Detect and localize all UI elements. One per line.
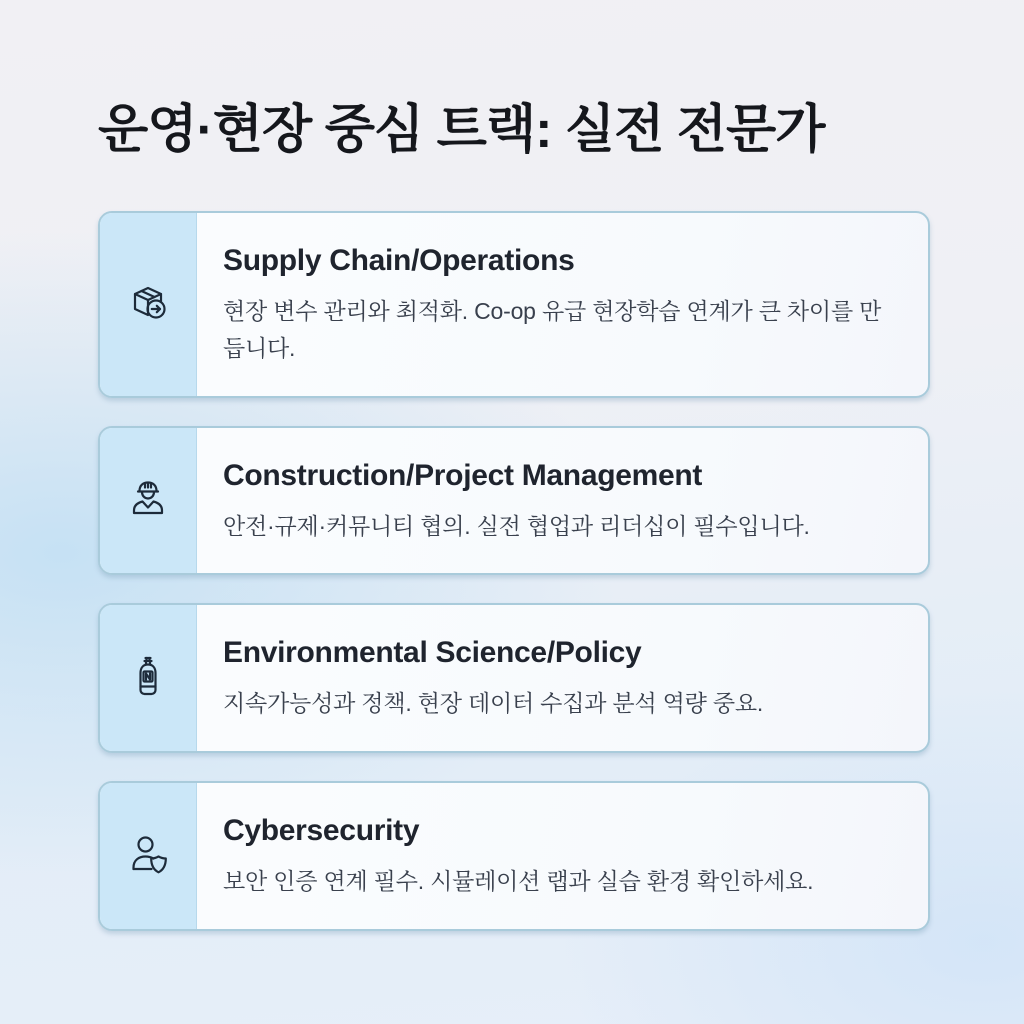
card-content (197, 783, 928, 929)
card-content (197, 428, 928, 574)
card-environmental-science-policy (98, 603, 930, 753)
package-arrow-icon (124, 278, 172, 331)
card-title: Cybersecurity (223, 814, 420, 848)
card-title: Environmental Science/Policy (223, 636, 642, 670)
card-description: 현장 변수 관리와 최적화. Co-op 유급 현장학습 연계가 큰 차이를 만듭니다. (223, 298, 882, 361)
card-content (197, 605, 928, 751)
track-card-list (98, 211, 930, 931)
card-icon-strip (100, 783, 197, 929)
card-title: Supply Chain/Operations (223, 244, 575, 277)
page-title: 운영·현장 중심 트랙: 실전 전문가 (98, 101, 825, 159)
card-description: 안전·규제·커뮤니티 협의. 실전 협업과 리더십이 필수입니다. (223, 512, 810, 539)
card-icon-strip (100, 428, 197, 574)
nitrogen-cylinder-icon (124, 652, 172, 705)
card-supply-chain-operations (98, 211, 930, 398)
card-icon-strip (100, 605, 197, 751)
card-description: 지속가능성과 정책. 현장 데이터 수집과 분석 역량 중요. (223, 690, 764, 717)
card-construction-project-management (98, 426, 930, 576)
user-shield-icon (124, 830, 172, 883)
card-icon-strip (100, 213, 197, 396)
card-title: Construction/Project Management (223, 458, 703, 492)
construction-worker-icon (124, 474, 172, 527)
card-content (197, 213, 928, 396)
card-description: 보안 인증 연계 필수. 시뮬레이션 랩과 실습 환경 확인하세요. (223, 868, 814, 895)
card-cybersecurity (98, 781, 930, 931)
